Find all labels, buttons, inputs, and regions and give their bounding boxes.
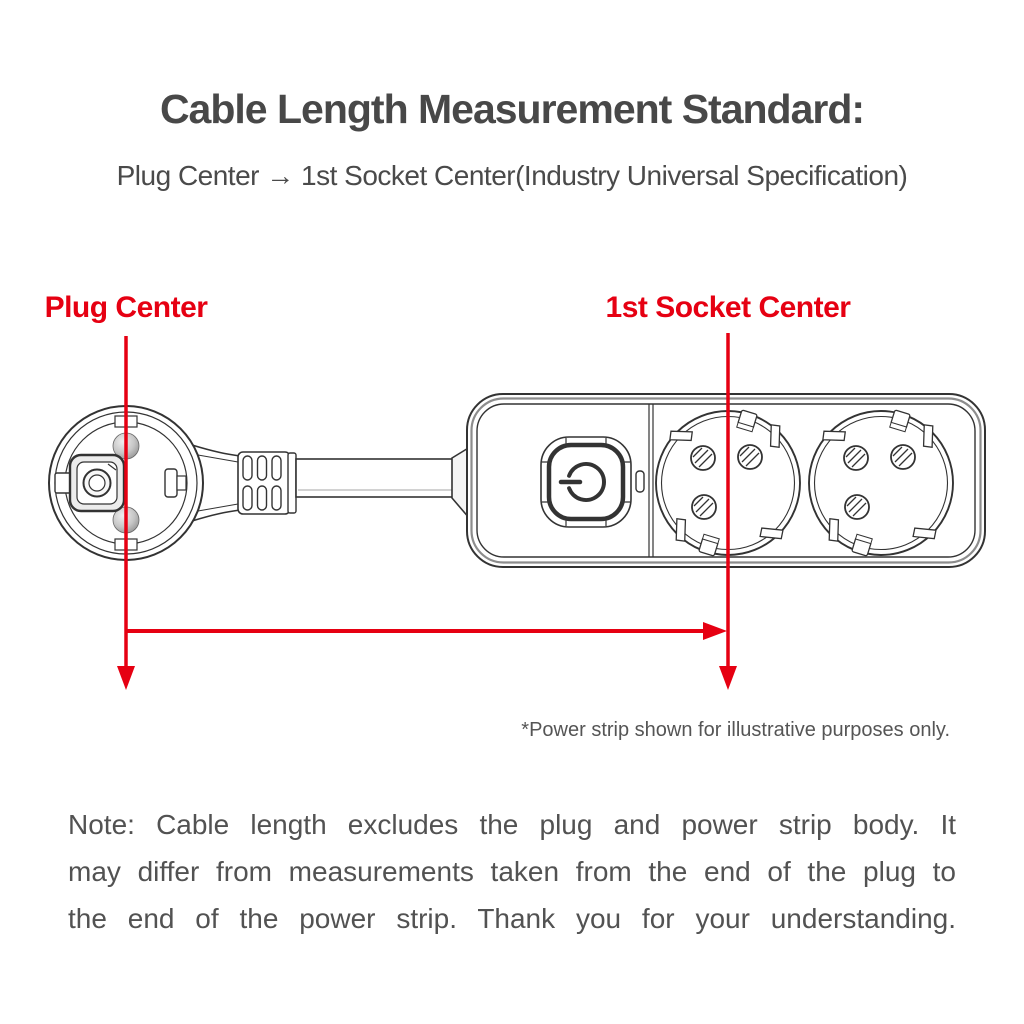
power-cable <box>192 445 470 521</box>
socket-center-label: 1st Socket Center <box>605 291 851 324</box>
page-subtitle: Plug Center → 1st Socket Center(Industry Universal Specification) <box>116 160 908 191</box>
power-button <box>541 437 631 527</box>
footnote: *Power strip shown for illustrative purposes only. <box>521 719 950 741</box>
socket-2 <box>809 410 953 556</box>
dimension-arrowhead <box>703 622 727 640</box>
indicator-led-slot <box>636 471 644 492</box>
plug-center-label: Plug Center <box>44 291 208 324</box>
plug-center-arrowhead <box>117 666 135 690</box>
power-strip-illustration <box>467 394 985 567</box>
page-title: Cable Length Measurement Standard: <box>159 86 865 132</box>
note-line-1: Note: Cable length excludes the plug and power strip body. It <box>68 809 956 840</box>
note-line-3: the end of the power strip. Thank you for your understanding. <box>68 903 956 934</box>
note-paragraph <box>68 801 956 942</box>
note-line-2: may differ from measurements taken from the end of the plug to <box>68 856 956 887</box>
socket-center-arrowhead <box>719 666 737 690</box>
